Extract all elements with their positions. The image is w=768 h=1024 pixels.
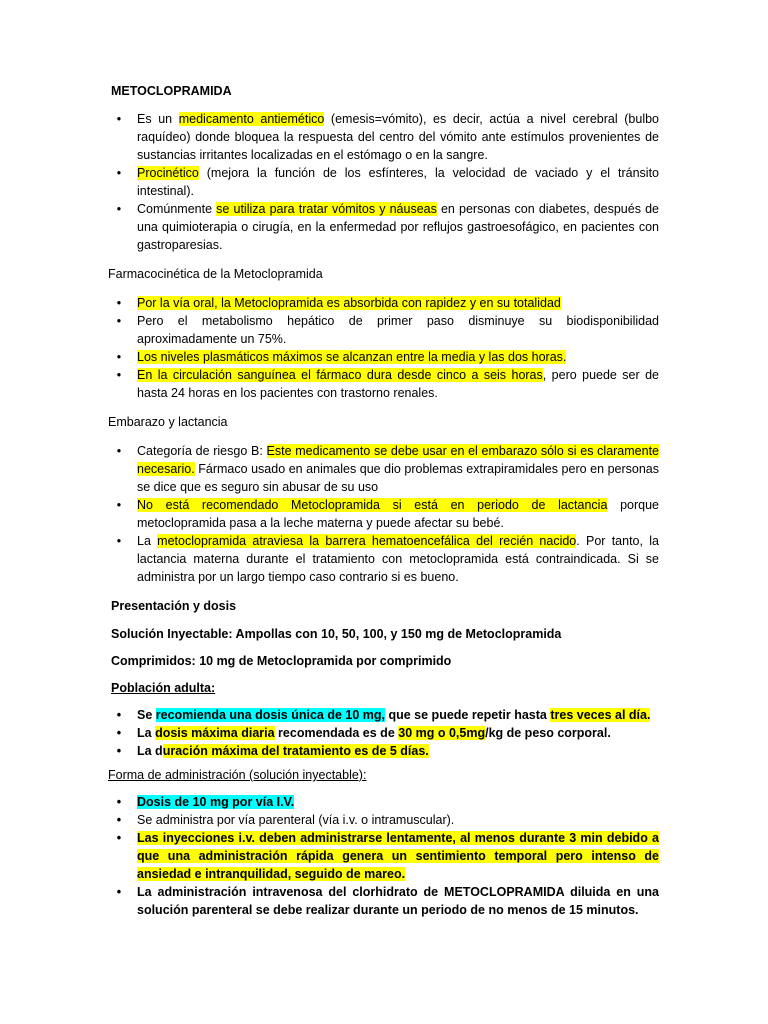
list-item: • Las inyecciones i.v. deben administrarse lentamente, al menos durante 3 min debido a que una administración rápida genera un sentimiento temporal pero intenso de ansiedad e intranquilidad, seguido de mareo.: [111, 829, 659, 883]
section-heading-pregnancy: Embarazo y lactancia: [108, 415, 228, 429]
tablets-text: Comprimidos: 10 mg de Metoclopramida por comprimido: [111, 654, 452, 668]
bullet-icon: •: [116, 726, 122, 740]
list-item: • Pero el metabolismo hepático de primer paso disminuye su biodisponibilidad aproximadamente un 75%.: [111, 312, 659, 348]
document-title: METOCLOPRAMIDA: [111, 84, 232, 98]
bullet-icon: •: [116, 885, 122, 899]
list-item: • Comúnmente se utiliza para tratar vómitos y náuseas en personas con diabetes, después de una quimioterapia o cirugía, en la enfermedad por reflujos gastroesofágico, en pacientes con gastroparesias.: [111, 200, 659, 254]
intro-list: [111, 110, 659, 254]
bullet-icon: •: [116, 744, 122, 758]
bullet-icon: •: [116, 498, 122, 512]
bullet-icon: •: [116, 534, 122, 548]
section-heading-presentation: Presentación y dosis: [111, 599, 237, 613]
injectable-text: Solución Inyectable: Ampollas con 10, 50, 100, y 150 mg de Metoclopramida: [111, 627, 562, 641]
bullet-icon: •: [116, 112, 122, 126]
bullet-icon: •: [116, 444, 122, 458]
list-item: • No está recomendado Metoclopramida si está en periodo de lactancia porque metoclopramida pasa a la leche materna y puede afectar su bebé.: [111, 496, 659, 532]
list-item: • La dosis máxima diaria recomendada es de 30 mg o 0,5mg/kg de peso corporal.: [111, 724, 659, 742]
list-item: • Es un medicamento antiemético (emesis=vómito), es decir, actúa a nivel cerebral (bulbo raquídeo) donde bloquea la respuesta del centro del vómito ante estímulos provenientes de sustancias irritantes localizadas en el estómago o en la sangre.: [111, 110, 659, 164]
bullet-icon: •: [116, 708, 122, 722]
section-heading-pharmacokinetics: Farmacocinética de la Metoclopramida: [108, 267, 323, 281]
document-content: [108, 82, 660, 919]
bullet-icon: •: [116, 368, 122, 382]
list-item: • Por la vía oral, la Metoclopramida es absorbida con rapidez y en su totalidad: [111, 294, 659, 312]
list-item: • Se recomienda una dosis única de 10 mg, que se puede repetir hasta tres veces al día.: [111, 706, 659, 724]
adult-list: [111, 706, 659, 760]
bullet-icon: •: [116, 350, 122, 364]
bullet-icon: •: [116, 296, 122, 310]
bullet-icon: •: [116, 813, 122, 827]
list-item: • La administración intravenosa del clorhidrato de METOCLOPRAMIDA diluida en una solución parenteral se debe realizar durante un periodo de no menos de 15 minutos.: [111, 883, 659, 919]
list-item: • Los niveles plasmáticos máximos se alcanzan entre la media y las dos horas.: [111, 348, 659, 366]
list-item: • La metoclopramida atraviesa la barrera hematoencefálica del recién nacido. Por tanto, la lactancia materna durante el tratamiento con metoclopramida está contraindicada. Si se administra por un largo tiempo caso contrario si es bueno.: [111, 532, 659, 586]
list-item: • Categoría de riesgo B: Este medicamento se debe usar en el embarazo sólo si es claramente necesario. Fármaco usado en animales que dio problemas extrapiramidales pero en personas se dice que es seguro sin abusar de su uso: [111, 442, 659, 496]
section-heading-administration: Forma de administración (solución inyectable):: [108, 768, 367, 782]
bullet-icon: •: [116, 166, 122, 180]
section-heading-adult: Población adulta:: [111, 681, 216, 695]
bullet-icon: •: [116, 314, 122, 328]
list-item: • En la circulación sanguínea el fármaco dura desde cinco a seis horas, pero puede ser de hasta 24 horas en los pacientes con trastorno renales.: [111, 366, 659, 402]
list-item: • Procinético (mejora la función de los esfínteres, la velocidad de vaciado y el tránsito intestinal).: [111, 164, 659, 200]
bullet-icon: •: [116, 795, 122, 809]
administration-list: [111, 793, 659, 919]
list-item: • Dosis de 10 mg por vía I.V.: [111, 793, 659, 811]
pregnancy-list: [111, 442, 659, 586]
bullet-icon: •: [116, 831, 122, 845]
list-item: • Se administra por vía parenteral (vía i.v. o intramuscular).: [111, 811, 659, 829]
list-item: • La duración máxima del tratamiento es de 5 días.: [111, 742, 659, 760]
bullet-icon: •: [116, 202, 122, 216]
pharmacokinetics-list: [111, 294, 659, 402]
